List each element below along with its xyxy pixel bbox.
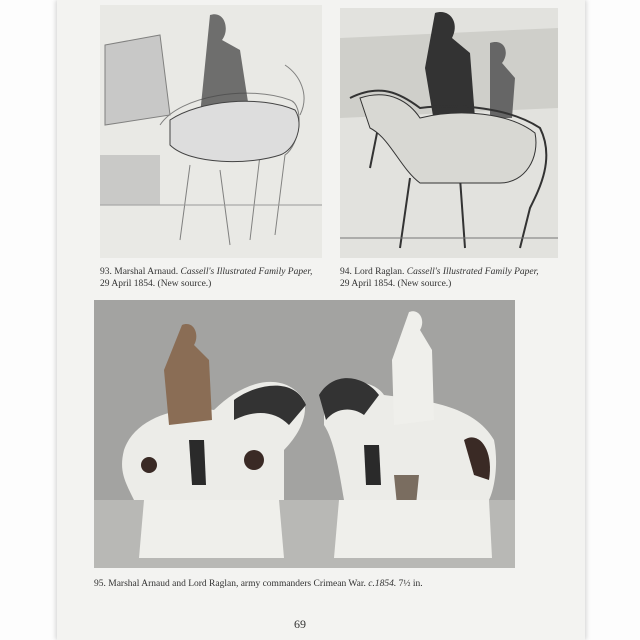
engraving-lord-raglan [340,8,558,258]
caption-figure-95: 95. Marshal Arnaud and Lord Raglan, army commanders Crimean War. c.1854. 7½ in. [94,579,423,589]
caption-figure-94: 94. Lord Raglan. Cassell's Illustrated Family Paper, 29 April 1854. (New source.) [340,267,539,289]
photo-staffordshire-figures [94,300,515,568]
caption-figure-93: 93. Marshal Arnaud. Cassell's Illustrated Family Paper, 29 April 1854. (New source.) [100,267,313,289]
engraving-marshal-arnaud [100,5,322,258]
page-number: 69 [294,617,306,631]
